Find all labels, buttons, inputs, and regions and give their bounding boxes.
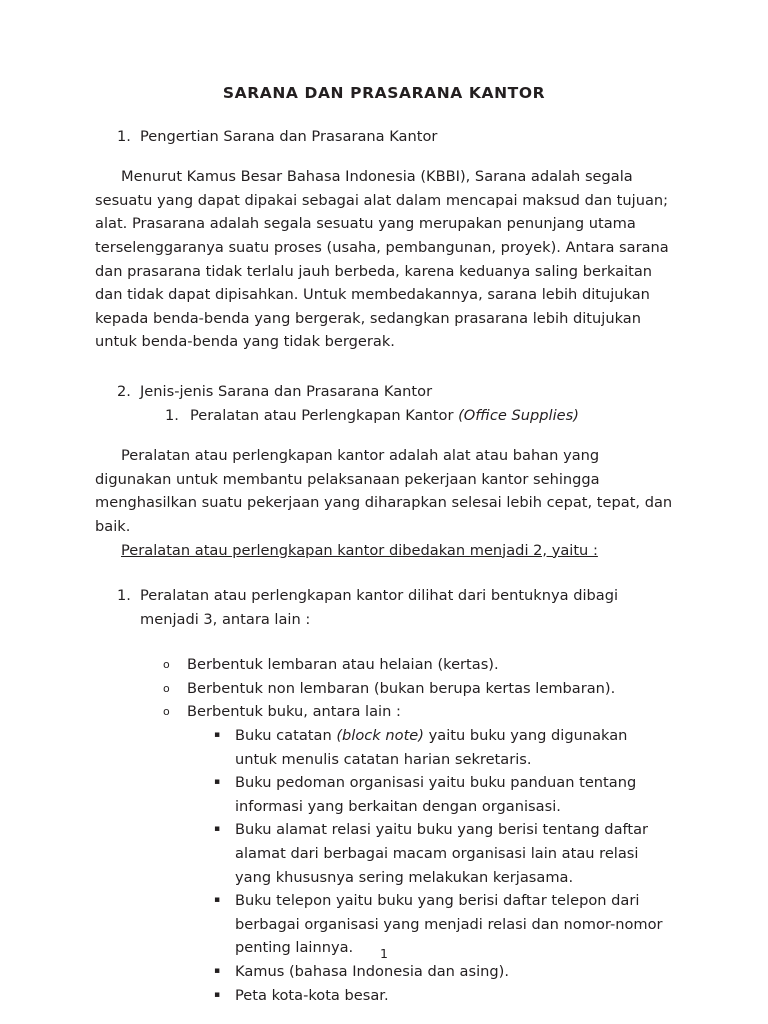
list-marker: 1. bbox=[117, 587, 131, 605]
square-bullet-icon: ▪ bbox=[214, 824, 221, 835]
list-item-label-italic: (block note) bbox=[336, 727, 424, 745]
list-item-label: Pengertian Sarana dan Prasarana Kantor bbox=[140, 127, 438, 145]
circle-bullet-icon: o bbox=[163, 705, 170, 719]
list-item bbox=[95, 984, 673, 1008]
top-level-numbered-list-2 bbox=[95, 380, 673, 404]
list-item-label: Berbentuk non lembaran (bukan berupa kertas lembaran). bbox=[187, 679, 616, 697]
square-bullet-list bbox=[95, 724, 673, 1007]
list-item-label: Kamus (bahasa Indonesia dan asing). bbox=[235, 963, 509, 980]
page-number: 1 bbox=[380, 946, 388, 961]
list-marker: 1. bbox=[117, 127, 131, 145]
circle-bullet-icon: o bbox=[163, 681, 170, 695]
nested-numbered-list bbox=[95, 404, 673, 428]
list-item bbox=[95, 771, 673, 818]
square-bullet-icon: ▪ bbox=[214, 730, 221, 741]
list-item-label-italic: (Office Supplies) bbox=[458, 406, 579, 424]
list-item-label: Berbentuk buku, antara lain : bbox=[187, 703, 401, 721]
top-level-numbered-list bbox=[95, 125, 673, 149]
page-title: SARANA DAN PRASARANA KANTOR bbox=[222, 84, 546, 102]
list-item bbox=[95, 724, 673, 771]
list-item bbox=[95, 818, 673, 889]
list-item-label: Buku catatan bbox=[235, 727, 337, 745]
spacer bbox=[95, 427, 673, 444]
list-item-label: Berbentuk lembaran atau helaian (kertas). bbox=[187, 656, 499, 674]
list-item-label-tail: yaitu buku yang digunakan untuk menulis catatan harian sekretaris. bbox=[235, 727, 628, 768]
list-item-label: Buku telepon yaitu buku yang berisi daftar telepon dari berbagai organisasi yang menjadi relasi dan nomor-nomor penting lainnya. bbox=[235, 892, 663, 957]
underlined-lead-in-wrapper bbox=[95, 539, 673, 563]
list-item-label: Jenis-jenis Sarana dan Prasarana Kantor bbox=[140, 382, 433, 400]
list-item bbox=[95, 700, 673, 724]
list-item-label: Peta kota-kota besar. bbox=[235, 986, 389, 1004]
main-numbered-list bbox=[95, 584, 673, 631]
list-item-label: Peralatan atau Perlengkapan Kantor bbox=[190, 406, 459, 424]
paragraph-pengertian: Menurut Kamus Besar Bahasa Indonesia (KBBI), Sarana adalah segala sesuatu yang dapat dipakai sebagai alat dalam mencapai maksud dan tujuan; alat. Prasarana adalah segala sesuatu yang merupakan penunjang utama terselenggaranya suatu proses (usaha, pembangunan, proyek). Antara sarana dan prasarana tidak terlalu jauh berbeda, karena keduanya saling berkaitan dan tidak dapat dipisahkan. Untuk membedakannya, sarana lebih ditujukan kepada benda-benda yang bergerak, sedangkan prasarana lebih ditujukan untuk benda-benda yang tidak bergerak. bbox=[95, 168, 669, 351]
list-item-peralatan-kantor bbox=[95, 404, 673, 428]
list-item-label: Buku pedoman organisasi yaitu buku panduan tentang informasi yang berkaitan dengan organisasi. bbox=[235, 774, 637, 815]
document-body bbox=[95, 84, 673, 1007]
circle-bullet-list bbox=[95, 653, 673, 724]
spacer bbox=[95, 368, 673, 380]
square-bullet-icon: ▪ bbox=[214, 777, 221, 788]
list-item bbox=[95, 677, 673, 701]
spacer bbox=[95, 631, 673, 653]
list-item-bentuk bbox=[95, 584, 673, 631]
underlined-lead-in: Peralatan atau perlengkapan kantor dibedakan menjadi 2, yaitu : bbox=[121, 541, 598, 559]
list-marker: 1. bbox=[165, 406, 179, 424]
list-item bbox=[95, 960, 673, 984]
square-bullet-icon: ▪ bbox=[214, 895, 221, 906]
list-item bbox=[95, 653, 673, 677]
circle-bullet-icon: o bbox=[163, 658, 170, 672]
list-item-label: Buku alamat relasi yaitu buku yang berisi tentang daftar alamat dari berbagai macam organisasi lain atau relasi yang khususnya sering melakukan kerjasama. bbox=[235, 821, 649, 886]
square-bullet-icon: ▪ bbox=[214, 966, 221, 976]
list-item-label: Peralatan atau perlengkapan kantor dilihat dari bentuknya dibagi menjadi 3, antara lain : bbox=[140, 587, 619, 628]
spacer bbox=[95, 148, 673, 165]
square-bullet-icon: ▪ bbox=[214, 989, 221, 1000]
list-item-jenis-jenis bbox=[95, 380, 673, 404]
list-marker: 2. bbox=[117, 382, 131, 400]
spacer bbox=[95, 562, 673, 584]
paragraph-peralatan-definition: Peralatan atau perlengkapan kantor adalah alat atau bahan yang digunakan untuk membantu pelaksanaan pekerjaan kantor sehingga menghasilkan suatu pekerjaan yang diharapkan selesai lebih cepat, tepat, dan baik. bbox=[95, 447, 673, 535]
list-item-pengertian bbox=[95, 125, 673, 149]
